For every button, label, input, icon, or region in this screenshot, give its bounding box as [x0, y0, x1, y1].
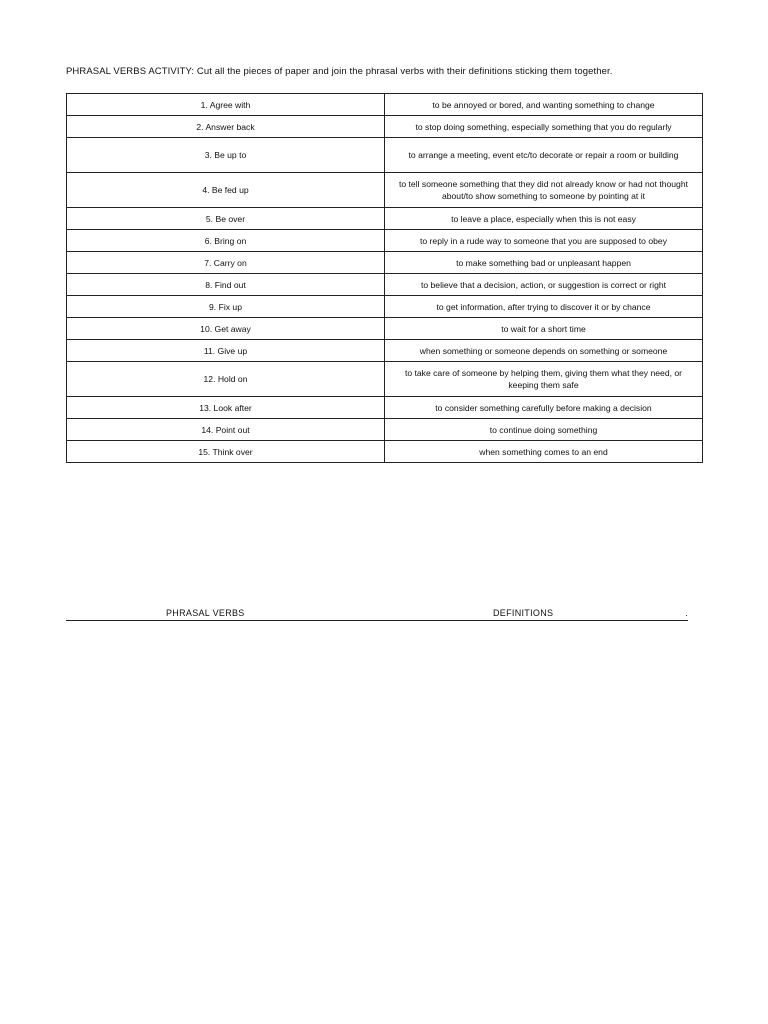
phrasal-verbs-heading: PHRASAL VERBS	[166, 608, 245, 618]
definition-cell: to believe that a decision, action, or suggestion is correct or right	[385, 274, 703, 296]
definition-cell: to get information, after trying to discover it or by chance	[385, 296, 703, 318]
definition-cell: to arrange a meeting, event etc/to decorate or repair a room or building	[385, 138, 703, 173]
answer-header-line	[66, 608, 688, 621]
verb-cell: 14. Point out	[67, 419, 385, 441]
definition-cell: to make something bad or unpleasant happen	[385, 252, 703, 274]
definition-cell: to tell someone something that they did not already know or had not thought about/to show something to someone by pointing at it	[385, 173, 703, 208]
table-row	[67, 419, 703, 441]
verb-cell: 6. Bring on	[67, 230, 385, 252]
definition-cell: when something or someone depends on something or someone	[385, 340, 703, 362]
verb-cell: 7. Carry on	[67, 252, 385, 274]
verb-cell: 3. Be up to	[67, 138, 385, 173]
table-row	[67, 441, 703, 463]
table-row	[67, 274, 703, 296]
table-row	[67, 208, 703, 230]
definitions-heading: DEFINITIONS	[493, 608, 554, 618]
table-row	[67, 138, 703, 173]
definition-cell: to wait for a short time	[385, 318, 703, 340]
definition-cell: to reply in a rude way to someone that you are supposed to obey	[385, 230, 703, 252]
table-row	[67, 318, 703, 340]
verb-cell: 13. Look after	[67, 397, 385, 419]
verb-cell: 8. Find out	[67, 274, 385, 296]
verb-cell: 2. Answer back	[67, 116, 385, 138]
definition-cell: when something comes to an end	[385, 441, 703, 463]
activity-instructions: PHRASAL VERBS ACTIVITY: Cut all the pieces of paper and join the phrasal verbs with their definitions sticking them together.	[66, 66, 613, 77]
table-row	[67, 116, 703, 138]
verb-cell: 12. Hold on	[67, 362, 385, 397]
table-row	[67, 362, 703, 397]
definition-cell: to take care of someone by helping them, giving them what they need, or keeping them safe	[385, 362, 703, 397]
table-row	[67, 230, 703, 252]
definition-cell: to leave a place, especially when this is not easy	[385, 208, 703, 230]
definition-cell: to stop doing something, especially something that you do regularly	[385, 116, 703, 138]
verb-cell: 10. Get away	[67, 318, 385, 340]
definition-cell: to consider something carefully before making a decision	[385, 397, 703, 419]
verb-cell: 11. Give up	[67, 340, 385, 362]
table-row	[67, 397, 703, 419]
verb-cell: 1. Agree with	[67, 94, 385, 116]
table-row	[67, 340, 703, 362]
table-row	[67, 296, 703, 318]
table-row	[67, 252, 703, 274]
definition-cell: to continue doing something	[385, 419, 703, 441]
verb-cell: 4. Be fed up	[67, 173, 385, 208]
table-row	[67, 173, 703, 208]
table-row	[67, 94, 703, 116]
verb-cell: 15. Think over	[67, 441, 385, 463]
verb-cell: 9. Fix up	[67, 296, 385, 318]
definition-cell: to be annoyed or bored, and wanting something to change	[385, 94, 703, 116]
line-end-mark: .	[685, 608, 688, 618]
verb-cell: 5. Be over	[67, 208, 385, 230]
phrasal-verbs-table	[66, 93, 703, 463]
